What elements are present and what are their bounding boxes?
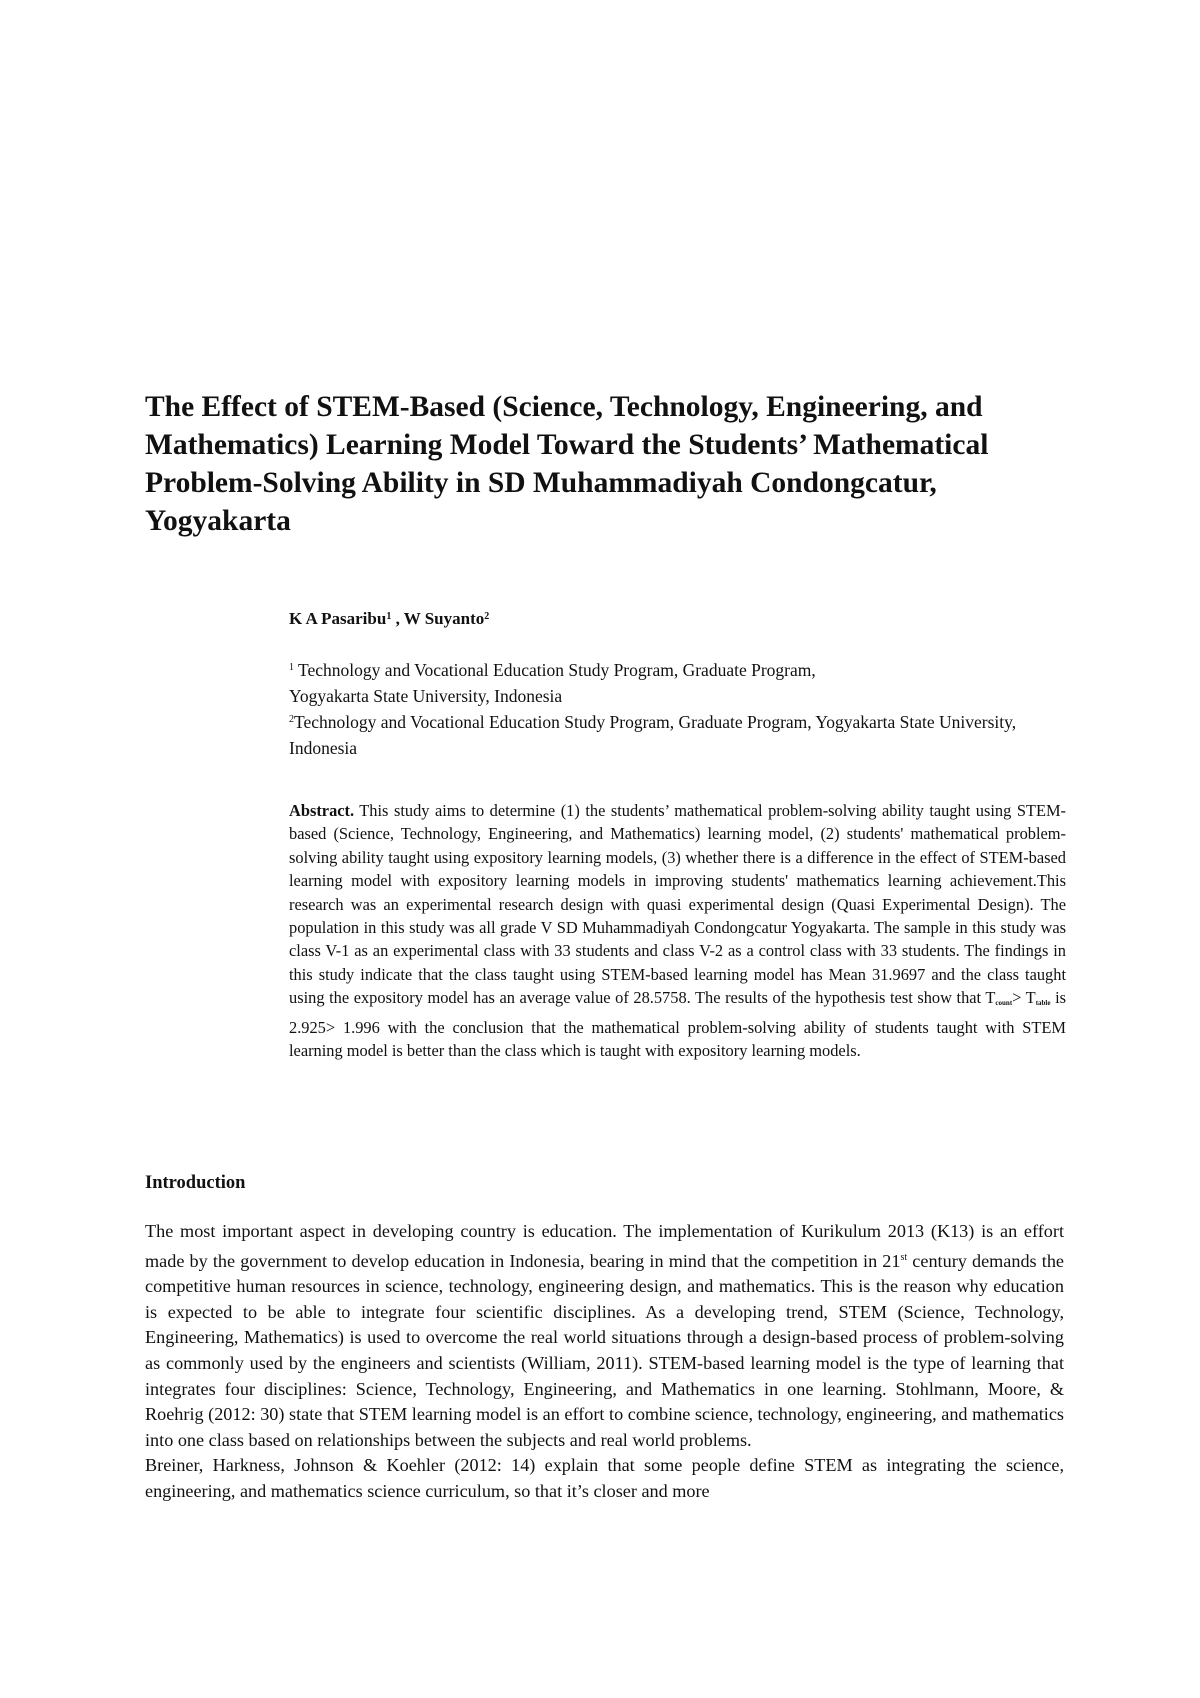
author-separator: , (391, 609, 404, 628)
affiliation-1-line-2: Yogyakarta State University, Indonesia (289, 686, 563, 706)
affiliation-2-mark: 2 (289, 714, 294, 725)
introduction-heading: Introduction (145, 1173, 246, 1193)
affiliation-1-line-1: Technology and Vocational Education Study Program, Graduate Program, (294, 660, 816, 680)
ordinal-superscript: st (900, 1251, 908, 1263)
introduction-body (145, 1219, 1064, 1505)
author-1-affiliation-mark: 1 (386, 611, 392, 622)
affiliation-2-text: Technology and Vocational Education Study Program, Graduate Program, Yogyakarta State University, Indonesia (289, 712, 1017, 758)
introduction-paragraph-2: Breiner, Harkness, Johnson & Koehler (2012: 14) explain that some people define STEM as integrating the science, engineering, and mathematics science curriculum, so that it’s closer and more (145, 1455, 1064, 1501)
paper-title: The Effect of STEM-Based (Science, Technology, Engineering, and Mathematics) Learning Model Toward the Students’ Mathematical Problem-Solving Ability in SD Muhammadiyah Condongcatur, Yogyakarta (145, 391, 989, 537)
author-2-affiliation-mark: 2 (484, 611, 490, 622)
abstract-text-1: This study aims to determine (1) the students’ mathematical problem-solving ability taught using STEM-based (Science, Technology, Engineering, and Mathematics) learning model, (2) students' mathematical problem-solving ability taught using expository learning models, (3) whether there is a difference in the effect of STEM-based learning model with expository learning models in improving students' mathematics learning achievement.This research was an experimental research design with quasi experimental design (Quasi Experimental Design). The population in this study was all grade V SD Muhammadiyah Condongcatur Yogyakarta. The sample in this study was class V-1 as an experimental class with 33 students and class V-2 as a control class with 33 students. The findings in this study indicate that the class taught using STEM-based learning model has Mean 31.9697 and the class taught using the expository model has an average value of 28.5758. The results of the hypothesis test show that T (289, 801, 1066, 1008)
affiliation-1-mark: 1 (289, 662, 294, 673)
author-2-name: W Suyanto (403, 609, 485, 628)
affiliation-1 (289, 655, 1079, 709)
t-table-subscript: table (1035, 999, 1051, 1008)
affiliation-2 (289, 707, 1079, 761)
intro-p1-text-1: The most important aspect in developing country is education. The implementation of Kurikulum 2013 (K13) is an effort made by the government to develop education in Indonesia, bearing in mind that the competition in 21 (145, 1221, 1064, 1271)
author-1-name: K A Pasaribu (289, 609, 387, 628)
abstract-text-3: is 2.925> 1.996 with the conclusion that the mathematical problem-solving ability of students taught with STEM learning model is better than the class which is taught with expository learning models. (289, 988, 1066, 1061)
abstract (289, 799, 1066, 1062)
t-count-subscript: count (995, 999, 1013, 1008)
author-line (289, 606, 489, 630)
introduction-paragraph-1 (145, 1219, 1064, 1453)
abstract-label: Abstract. (289, 801, 355, 820)
abstract-text-2: > T (1012, 988, 1036, 1008)
intro-p1-text-2: century demands the competitive human resources in science, technology, engineering design, and mathematics. This is the reason why education is expected to be able to integrate four scientific disciplines. As a developing trend, STEM (Science, Technology, Engineering, Mathematics) is used to overcome the real world situations through a design-based process of problem-solving as commonly used by the engineers and scientists (William, 2011). STEM-based learning model is the type of learning that integrates four disciplines: Science, Technology, Engineering, and Mathematics in one learning. Stohlmann, Moore, & Roehrig (2012: 30) state that STEM learning model is an effort to combine science, technology, engineering, and mathematics into one class based on relationships between the subjects and real world problems. (145, 1250, 1064, 1450)
